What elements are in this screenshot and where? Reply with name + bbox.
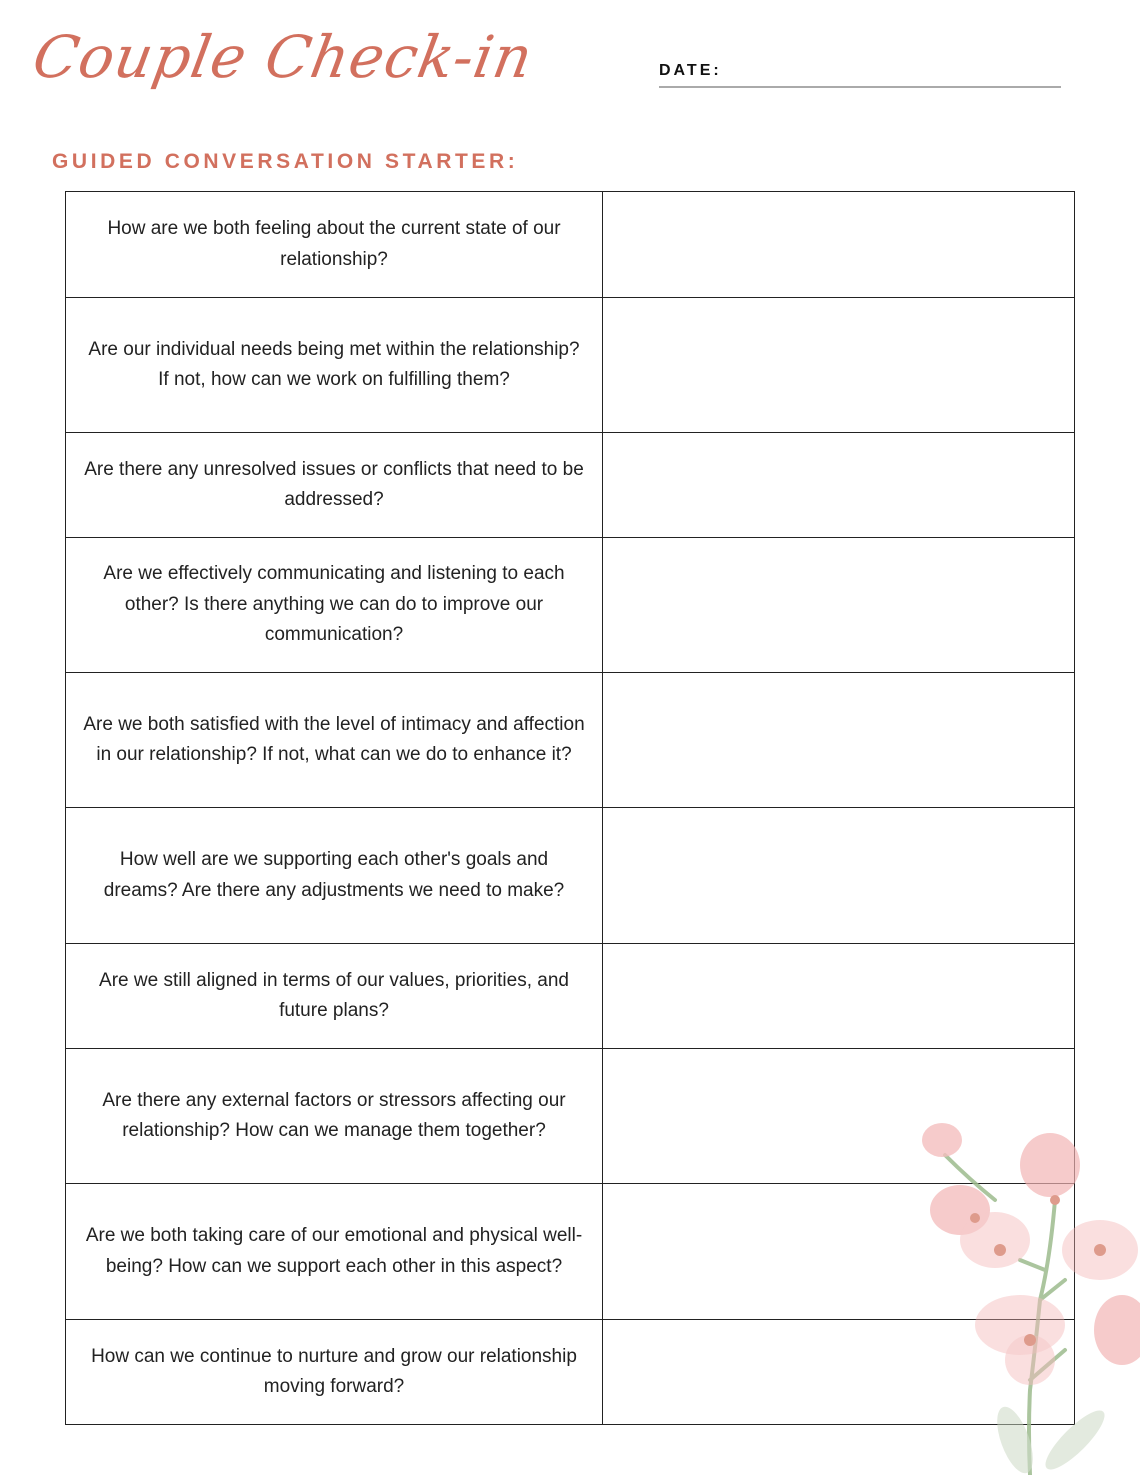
answer-cell[interactable] bbox=[603, 1320, 1075, 1425]
table-row bbox=[66, 808, 1075, 944]
date-input-line[interactable] bbox=[659, 86, 1061, 88]
question-cell: How well are we supporting each other's goals and dreams? Are there any adjustments we need to make? bbox=[66, 808, 603, 944]
table-row bbox=[66, 1320, 1075, 1425]
answer-cell[interactable] bbox=[603, 1049, 1075, 1184]
table-row bbox=[66, 192, 1075, 298]
answer-cell[interactable] bbox=[603, 673, 1075, 808]
answer-cell[interactable] bbox=[603, 808, 1075, 944]
table-row bbox=[66, 298, 1075, 433]
answer-cell[interactable] bbox=[603, 538, 1075, 673]
page-title: Couple Check-in bbox=[28, 23, 539, 91]
answer-cell[interactable] bbox=[603, 298, 1075, 433]
question-cell: Are there any external factors or stressors affecting our relationship? How can we manage them together? bbox=[66, 1049, 603, 1184]
question-cell: Are we both satisfied with the level of intimacy and affection in our relationship? If not, what can we do to enhance it? bbox=[66, 673, 603, 808]
question-cell: Are we effectively communicating and listening to each other? Is there anything we can do to improve our communication? bbox=[66, 538, 603, 673]
answer-cell[interactable] bbox=[603, 433, 1075, 538]
table-row bbox=[66, 1184, 1075, 1320]
question-cell: How can we continue to nurture and grow our relationship moving forward? bbox=[66, 1320, 603, 1425]
question-cell: How are we both feeling about the current state of our relationship? bbox=[66, 192, 603, 298]
table-row bbox=[66, 944, 1075, 1049]
date-label: DATE: bbox=[659, 62, 722, 79]
question-cell: Are we still aligned in terms of our values, priorities, and future plans? bbox=[66, 944, 603, 1049]
table-row bbox=[66, 538, 1075, 673]
answer-cell[interactable] bbox=[603, 192, 1075, 298]
question-cell: Are there any unresolved issues or conflicts that need to be addressed? bbox=[66, 433, 603, 538]
question-cell: Are we both taking care of our emotional and physical well-being? How can we support each other in this aspect? bbox=[66, 1184, 603, 1320]
table-row bbox=[66, 433, 1075, 538]
answer-cell[interactable] bbox=[603, 944, 1075, 1049]
section-title: GUIDED CONVERSATION STARTER: bbox=[52, 150, 519, 173]
answer-cell[interactable] bbox=[603, 1184, 1075, 1320]
question-cell: Are our individual needs being met within the relationship? If not, how can we work on fulfilling them? bbox=[66, 298, 603, 433]
table-row bbox=[66, 1049, 1075, 1184]
conversation-table bbox=[65, 191, 1075, 1425]
table-row bbox=[66, 673, 1075, 808]
